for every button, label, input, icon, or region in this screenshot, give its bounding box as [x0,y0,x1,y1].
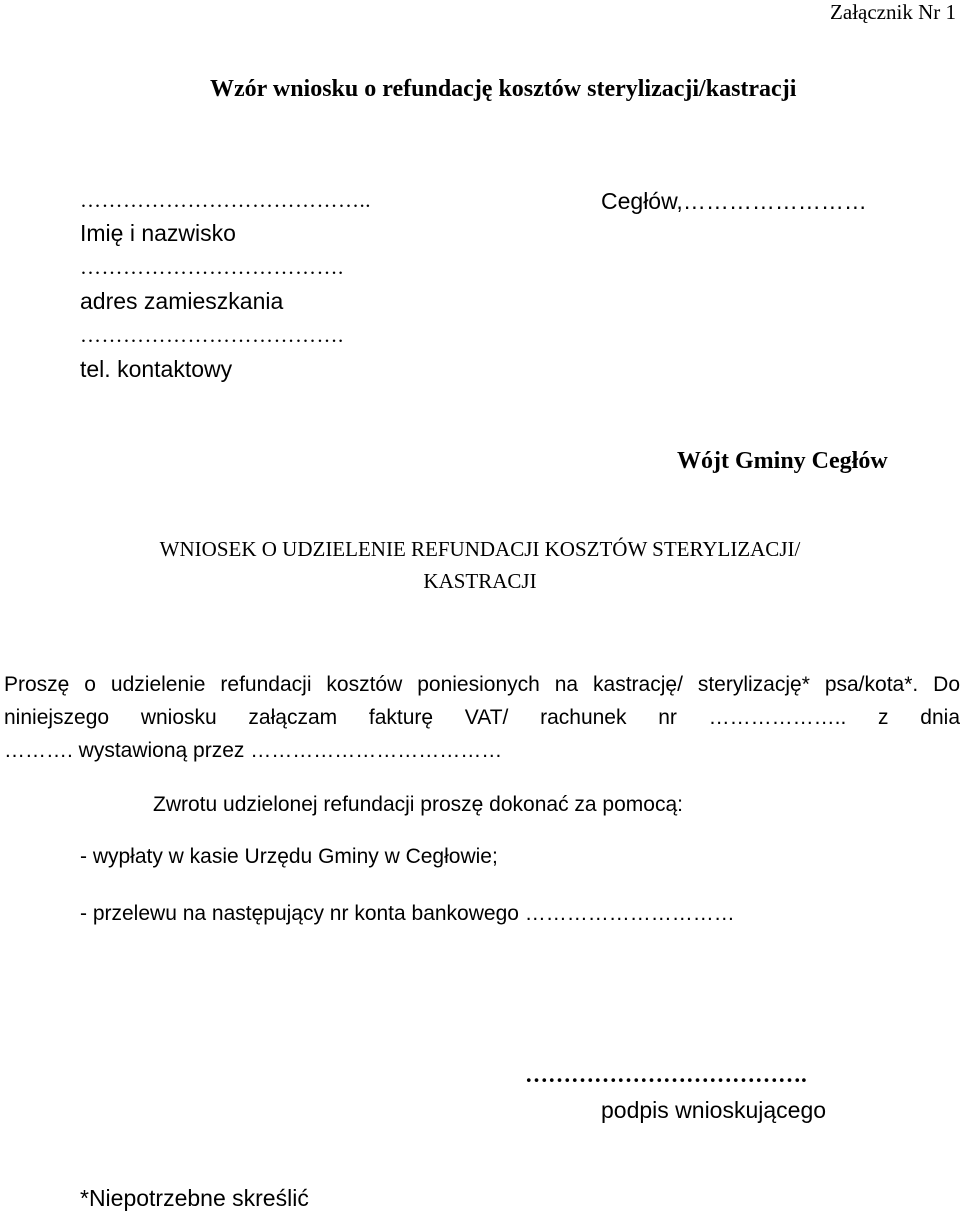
phone-label: tel. kontaktowy [80,356,233,382]
phone-field-dots: ………………………………. [80,323,344,347]
request-paragraph [4,668,960,767]
name-label: Imię i nazwisko [80,220,236,246]
annex-label: Załącznik Nr 1 [830,0,956,24]
footnote: *Niepotrzebne skreślić [80,1185,309,1211]
request-line3: ………. wystawioną przez ……………………………… [4,739,503,762]
request-line1: Proszę o udzielenie refundacji kosztów poniesionych na kastrację/ sterylizację* psa/kota*. Do [4,673,960,696]
application-title [0,533,960,597]
application-title-line2: KASTRACJI [423,569,537,593]
request-line2: niniejszego wniosku załączam fakturę VAT/ rachunek nr ……………….. z dnia [4,706,960,729]
application-title-line1: WNIOSEK O UDZIELENIE REFUNDACJI KOSZTÓW STERYLIZACJI/ [159,537,801,561]
signature-dots: ………………………………. [525,1062,807,1087]
place-date: Cegłów,…………………… [601,188,867,214]
address-field-dots: ………………………………. [80,255,344,279]
address-label: adres zamieszkania [80,288,284,314]
name-field-dots: ………………………………….. [80,188,371,212]
signature-label: podpis wnioskującego [601,1097,827,1123]
refund-option-cash: - wypłaty w kasie Urzędu Gminy w Cegłowie; [80,845,498,868]
refund-option-transfer: - przelewu na następujący nr konta bankowego ………………………… [80,902,735,925]
addressee: Wójt Gminy Cegłów [677,448,888,474]
form-title: Wzór wniosku o refundację kosztów sterylizacji/kastracji [210,76,797,102]
refund-intro: Zwrotu udzielonej refundacji proszę dokonać za pomocą: [153,793,683,816]
